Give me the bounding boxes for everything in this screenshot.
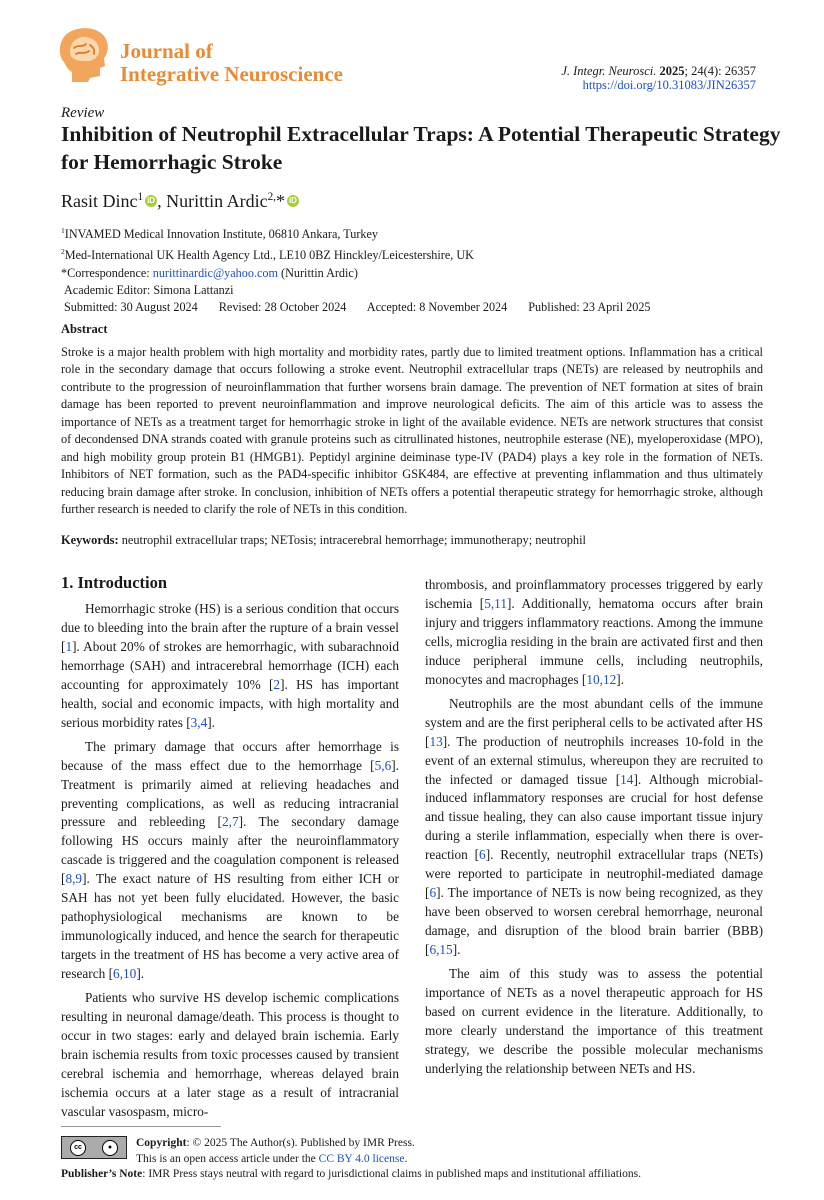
citation-link[interactable]: 8,9 <box>65 871 83 887</box>
citation-link[interactable]: 5,11 <box>484 595 507 611</box>
open-access-text: This is an open access article under the <box>136 1153 319 1165</box>
abstract-body: Stroke is a major health problem with high mortality and morbidity rates, partly due to limited treatment options. Inflammation has a critical role in the secondary damage that occurs following a stroke event. Neutrophil extracellular traps (NETs) are released by neutrophils and contribute to the progression of neuroinflammation that further worsens brain damage. The prevention of NET formation at sites of brain damage has been reported to prevent neuroinflammation and improve neurological deficits. The aim of this article was to assess the importance of NETs as a treatment target for hemorrhagic stroke in light of the available evidence. NETs are network structures that consist of decondensed DNA strands coated with granule proteins such as citrullinated histones, neutrophile esterase (NE), myeloperoxidase (MPO), and high mobility group protein B1 (HMGB1). Peptidyl arginine deiminase type-IV (PAD4) plays a key role in the formation of NETs. Inhibitors of NET formation, such as the PAD4-specific inhibitor GSK484, are effective at preventing inflammation and thus ultimately reducing brain damage after stroke. In conclusion, inhibition of NETs offers a potential therapeutic strategy for hemorrhagic stroke, although further research is needed to clarify the role of NETs in this condition. <box>61 345 763 517</box>
citation-link[interactable]: 1 <box>65 638 73 654</box>
citation-link[interactable]: 6,15 <box>429 942 453 958</box>
paragraph <box>61 600 399 733</box>
paragraph <box>425 695 763 960</box>
correspondence-email[interactable]: nurittinardic@yahoo.com <box>152 265 278 280</box>
affil-number: 2 <box>61 247 65 257</box>
text: ]. The secondary damage following HS occurs mainly after the neuroinflammatory cascade is triggered and the coagulation component is released [ <box>61 814 399 887</box>
author-affil-sup: 1 <box>137 191 144 203</box>
citation-link[interactable]: 6,10 <box>113 966 137 982</box>
published-date: Published: 23 April 2025 <box>528 300 651 315</box>
journal-name-line2: Integrative Neuroscience <box>120 62 343 86</box>
text: ]. About 20% of strokes are hemorrhagic, with subarachnoid hemorrhage (SAH) and intracerebral hemorrhage (ICH) each accounting for approximately 10% [ <box>61 638 399 692</box>
cc-icon: cc <box>70 1140 86 1156</box>
citation-link[interactable]: 13 <box>429 733 443 749</box>
author-list: Rasit Dinc$^1$ iD , Nurittin Ardic$^{2,}$* iD <box>61 191 297 211</box>
right-column <box>425 576 763 1079</box>
paragraph <box>425 576 763 690</box>
text: Hemorrhagic stroke (HS) is a serious condition that occurs due to bleeding into the brain after the rupture of a brain vessel [ <box>61 601 399 654</box>
affiliation-2: Med-International UK Health Agency Ltd., LE10 0BZ Hinckley/Leicestershire, UK <box>64 248 474 263</box>
article-title: Inhibition of Neutrophil Extracellular Traps: A Potential Therapeutic Strategy for Hemorrhagic Stroke <box>61 122 781 174</box>
publisher-note <box>61 1168 641 1180</box>
text: ]. <box>452 942 461 958</box>
citation-link[interactable]: 2 <box>273 676 281 692</box>
text: thrombosis, and proinflammatory processes triggered by early ischemia [ <box>425 577 763 611</box>
accepted-date: Accepted: 8 November 2024 <box>366 300 508 315</box>
journal-name-line1: Journal of <box>120 39 213 63</box>
copyright-block <box>136 1135 415 1167</box>
publisher-note-text: : IMR Press stays neutral with regard to jurisdictional claims in published maps and institutional affiliations. <box>142 1168 641 1180</box>
citation-link[interactable]: 6 <box>429 885 437 901</box>
keywords-list: neutrophil extracellular traps; NETosis; intracerebral hemorrhage; immunotherapy; neutrophil <box>118 533 586 547</box>
copyright-text: : © 2025 The Author(s). Published by IMR Press. <box>186 1137 415 1149</box>
left-column <box>61 572 399 1122</box>
revised-date: Revised: 28 October 2024 <box>218 300 347 315</box>
text: ]. The production of neutrophils increases 10-fold in the event of an external stimulus, whereupon they are recruited to the infected or damaged tissue [ <box>425 733 763 787</box>
text: ]. The exact nature of HS resulting from either ICH or SAH has not yet been fully elucidated. However, the basic pathophysiological mechanisms are known to be immunologically induced, and hence the search for therapeutic targets in the treatment of HS has become a very active area of research [ <box>61 871 399 982</box>
footer-divider <box>61 1126 221 1127</box>
affiliations <box>61 222 781 317</box>
author-name: Rasit Dinc <box>61 191 138 211</box>
correspondence-prefix: *Correspondence: <box>61 265 153 280</box>
citation-link[interactable]: 6 <box>479 847 486 863</box>
text: ]. HS has important health, social and economic impacts, with high mortality and serious morbidity rates [ <box>61 676 399 730</box>
citation-volume: ; 24(4): 26357 <box>684 64 756 78</box>
publisher-note-label: Publisher’s Note <box>61 1168 143 1180</box>
citation <box>561 64 756 92</box>
citation-link[interactable]: 5,6 <box>374 757 392 773</box>
text: ]. <box>616 671 625 687</box>
dates-line <box>61 299 781 316</box>
citation-link[interactable]: 2,7 <box>222 814 239 830</box>
citation-link[interactable]: 14 <box>620 771 634 787</box>
paragraph: Patients who survive HS develop ischemic complications resulting in neuronal damage/death. This process is thought to occur in two stages: early and delayed brain ischemia. Early brain ischemia results from toxic processes caused by transient cerebral ischemia and hemorrhage, whereas delayed brain ischemia occurs at a later stage as a result of intracranial vascular vasospasm, micro- <box>61 990 399 1119</box>
text: ]. Additionally, hematoma occurs after brain injury and triggers inflammatory reactions. Among the immune cells, microglia residing in the brain are activated first and then induce peripheral immune cells, including neutrophils, monocytes and macrophages [ <box>425 595 763 687</box>
cc-by-license-icon[interactable] <box>61 1136 127 1159</box>
corresponding-star: * <box>275 191 285 211</box>
text: ]. Recently, neutrophil extracellular traps (NETs) were reported to participate in neutrophil-mediated damage [ <box>425 847 764 901</box>
academic-editor: Academic Editor: Simona Lattanzi <box>64 283 234 298</box>
doi-link[interactable]: https://doi.org/10.31083/JIN26357 <box>582 78 756 92</box>
citation-link[interactable]: 3,4 <box>190 714 208 730</box>
article-type: Review <box>61 105 105 121</box>
orcid-icon[interactable]: iD <box>288 196 297 205</box>
correspondence-name: (Nurittin Ardic) <box>278 265 358 280</box>
author-affil-sup: 2, <box>267 191 276 203</box>
keywords-label: Keywords: <box>61 533 119 547</box>
text: ]. Although microbial-induced inflammatory responses are crucial for host defense and tissue healing, they can also cause important tissue injury during a sterile inflammation, especially when there is over-reaction [ <box>425 771 763 863</box>
citation-year: 2025 <box>659 64 685 78</box>
journal-name <box>120 40 343 86</box>
text: The primary damage that occurs after hemorrhage is because of the mass effect due to the hemorrhage [ <box>61 738 399 773</box>
author-name: Nurittin Ardic <box>166 191 268 211</box>
section-heading: 1. Introduction <box>61 573 168 592</box>
brain-head-logo-icon <box>56 26 114 82</box>
text: ]. Treatment is primarily aimed at relieving headaches and preventing complications, as well as reducing intracranial pressure and rebleeding [ <box>61 757 399 830</box>
keywords <box>61 533 781 548</box>
license-link[interactable]: CC BY 4.0 license <box>318 1153 405 1165</box>
affil-number: 1 <box>61 226 65 235</box>
text: . <box>404 1153 408 1165</box>
paragraph <box>61 738 399 984</box>
citation-link[interactable]: 10,12 <box>586 671 617 687</box>
text: Neutrophils are the most abundant cells of the immune system and are the first peripheral cells to be activated after HS [ <box>425 695 763 749</box>
orcid-icon[interactable]: iD <box>147 196 156 205</box>
abstract-heading: Abstract <box>61 322 108 336</box>
text: ]. <box>136 966 145 982</box>
citation-journal: J. Integr. Neurosci. <box>561 64 657 78</box>
paragraph: The aim of this study was to assess the potential importance of NETs as a novel therapeutic approach for HS based on current evidence in the literature. Additionally, to more clearly understand the importance of this treatment strategy, we describe the possible molecular mechanisms underlying the relationship between NETs and HS. <box>425 966 763 1076</box>
text: ]. The importance of NETs is now being recognized, as they have been observed to worsen cerebral hemorrhage, neuronal damage, and disruption of the blood brain barrier (BBB) [ <box>425 885 763 958</box>
by-person-icon: ● <box>102 1140 118 1156</box>
text: ]. <box>207 714 216 730</box>
affiliation-1: INVAMED Medical Innovation Institute, 06810 Ankara, Turkey <box>64 227 379 242</box>
copyright-label: Copyright <box>136 1137 187 1149</box>
submitted-date: Submitted: 30 August 2024 <box>64 300 198 315</box>
